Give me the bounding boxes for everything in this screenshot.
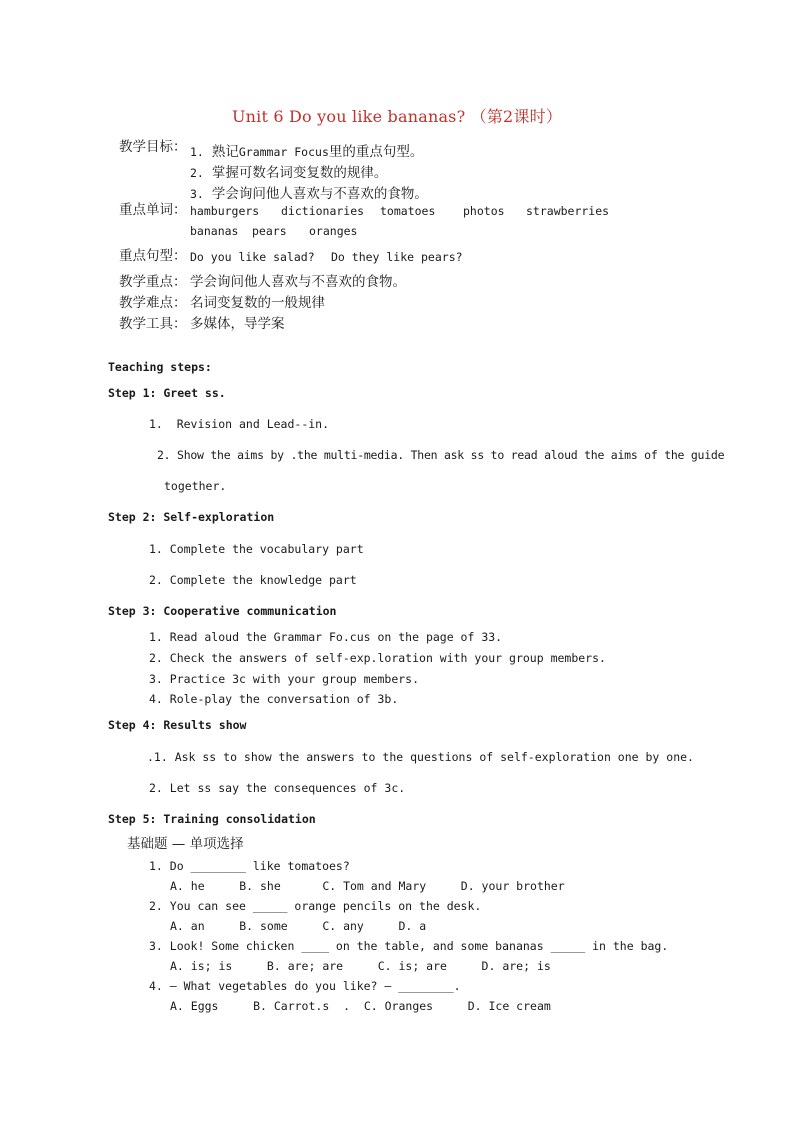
difficult-text: 名词变复数的一般规律 bbox=[190, 295, 325, 311]
question-3-options: A. is; is B. are; are C. is; are D. are; is bbox=[170, 959, 551, 973]
exercise-section-label: 基础题 — 单项选择 bbox=[127, 836, 244, 852]
tools-text: 多媒体，导学案 bbox=[190, 316, 285, 332]
step3-item-3: 3. Practice 3c with your group members. bbox=[149, 672, 420, 686]
tools-label: 教学工具： bbox=[119, 316, 187, 332]
step5-heading: Step 5: Training consolidation bbox=[108, 812, 316, 826]
words-label: 重点单词： bbox=[119, 202, 187, 218]
step1-item-2: 2. Show the aims by .the multi-media. Then ask ss to read aloud the aims of the guide bbox=[157, 448, 725, 462]
question-3: 3. Look! Some chicken ____ on the table, and some bananas _____ in the bag. bbox=[149, 939, 669, 953]
objective-2-num: 2. bbox=[190, 166, 204, 180]
sentences-label: 重点句型： bbox=[119, 248, 187, 264]
teaching-steps-heading: Teaching steps: bbox=[108, 360, 212, 374]
step4-item-1: .1. Ask ss to show the answers to the questions of self-exploration one by one. bbox=[147, 750, 694, 764]
question-4: 4. — What vegetables do you like? — ________. bbox=[149, 979, 461, 993]
question-4-options: A. Eggs B. Carrot.s . C. Oranges D. Ice cream bbox=[170, 999, 551, 1013]
step3-item-4: 4. Role-play the conversation of 3b. bbox=[149, 692, 399, 706]
objective-1-num: 1. bbox=[190, 145, 204, 159]
step3-item-1: 1. Read aloud the Grammar Fo.cus on the page of 33. bbox=[149, 630, 503, 644]
objective-2 bbox=[190, 161, 387, 181]
key-text: 学会询问他人喜欢与不喜欢的食物。 bbox=[190, 274, 406, 290]
objective-1 bbox=[190, 140, 423, 160]
step4-item-2: 2. Let ss say the consequences of 3c. bbox=[149, 781, 406, 795]
step2-item-1: 1. Complete the vocabulary part bbox=[149, 542, 364, 556]
document-title: Unit 6 Do you like bananas? （第2课时） bbox=[231, 107, 563, 126]
sentence-1: Do you like salad? bbox=[190, 250, 315, 264]
word-hamburgers: hamburgers bbox=[190, 204, 260, 218]
objective-3 bbox=[190, 182, 428, 202]
word-bananas: bananas bbox=[190, 224, 239, 238]
step2-heading: Step 2: Self-exploration bbox=[108, 510, 275, 524]
word-tomatoes: tomatoes bbox=[380, 204, 436, 218]
question-1-options: A. he B. she C. Tom and Mary D. your brother bbox=[170, 879, 565, 893]
step1-item-2-cont: together. bbox=[164, 479, 227, 493]
step3-item-2: 2. Check the answers of self-exp.loration with your group members. bbox=[149, 651, 606, 665]
step4-heading: Step 4: Results show bbox=[108, 718, 247, 732]
step1-heading: Step 1: Greet ss. bbox=[108, 386, 226, 400]
step1-item-1: 1. Revision and Lead--in. bbox=[149, 417, 330, 431]
step3-heading: Step 3: Cooperative communication bbox=[108, 604, 337, 618]
objectives-label: 教学目标： bbox=[119, 139, 187, 155]
question-1: 1. Do ________ like tomatoes? bbox=[149, 859, 350, 873]
word-dictionaries: dictionaries bbox=[281, 204, 365, 218]
word-pears: pears bbox=[252, 224, 287, 238]
question-2: 2. You can see _____ orange pencils on the desk. bbox=[149, 899, 482, 913]
step2-item-2: 2. Complete the knowledge part bbox=[149, 573, 357, 587]
key-label: 教学重点： bbox=[119, 274, 187, 290]
objective-2-text: 掌握可数名词变复数的规律。 bbox=[211, 165, 388, 181]
sentence-2: Do they like pears? bbox=[331, 250, 463, 264]
objective-1-pre: 熟记 bbox=[211, 144, 239, 160]
word-photos: photos bbox=[463, 204, 505, 218]
question-2-options: A. an B. some C. any D. a bbox=[170, 919, 427, 933]
objective-3-text: 学会询问他人喜欢与不喜欢的食物。 bbox=[211, 186, 428, 202]
objective-3-num: 3. bbox=[190, 187, 204, 201]
difficult-label: 教学难点： bbox=[119, 295, 187, 311]
objective-1-en: Grammar Focus bbox=[238, 145, 329, 159]
word-oranges: oranges bbox=[309, 224, 358, 238]
word-strawberries: strawberries bbox=[526, 204, 610, 218]
objective-1-post: 里的重点句型。 bbox=[328, 144, 424, 160]
